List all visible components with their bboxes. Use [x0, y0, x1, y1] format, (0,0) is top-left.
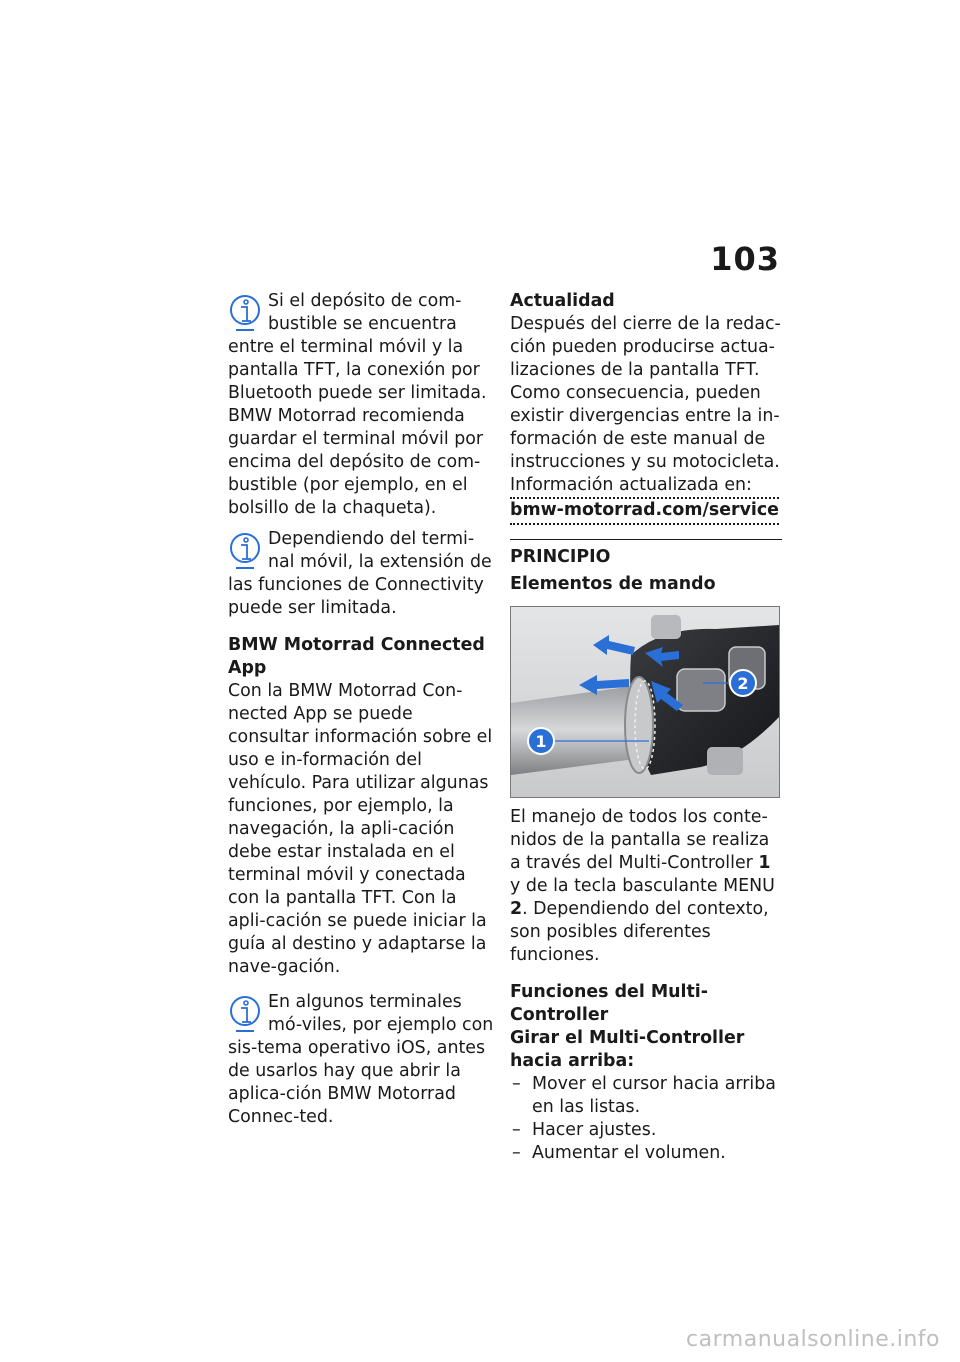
service-link[interactable]: bmw-motorrad.com/service	[510, 497, 779, 525]
controls-paragraph	[510, 806, 782, 967]
functions-heading: Funciones del Multi-Controller	[510, 982, 708, 1025]
info-note	[228, 290, 494, 520]
info-icon	[228, 530, 262, 570]
controls-text: El manejo de todos los conte-nidos de la pantalla se realiza a través del Multi-Controller	[510, 807, 770, 873]
functions-list	[510, 1073, 782, 1165]
info-note	[228, 528, 494, 620]
list-item: – Mover el cursor hacia arriba en las listas.	[510, 1073, 782, 1119]
connected-app-paragraph: Con la BMW Motorrad Con-nected App se puede consultar información sobre el uso e in-formación del vehículo. Para utilizar algunas funciones, por ejemplo, la navegación, la apli-cación debe estar instalada en el terminal móvil y conectada con la pantalla TFT. Con la apli-cación se puede iniciar la guía al destino y adaptarse la nave-gación.	[228, 681, 493, 977]
rotate-heading: Girar el Multi-Controller hacia arriba:	[510, 1028, 745, 1071]
actualidad-heading: Actualidad	[510, 291, 615, 311]
handlebar-controls-figure	[510, 606, 780, 798]
ref-2: 2	[510, 899, 523, 919]
controls-subtitle: Elementos de mando	[510, 574, 716, 594]
info-icon	[228, 993, 262, 1033]
actualidad-paragraph: Después del cierre de la redac-ción pueden producirse actua-lizaciones de la pantalla TFT. Como consecuencia, pueden existir divergencias entre la in-formación de este manual de instrucciones y su motocicleta.	[510, 314, 781, 472]
note-text: En algunos terminales mó-viles, por ejemplo con sis-tema operativo iOS, antes de usarlos hay que abrir la aplica-ción BMW Motorrad Connec-ted.	[228, 992, 494, 1127]
info-note	[228, 991, 494, 1129]
section-title: PRINCIPIO	[510, 539, 782, 569]
right-column	[510, 290, 782, 1165]
info-label: Información actualizada en:	[510, 475, 752, 495]
watermark: carmanualsonline.info	[686, 1327, 940, 1352]
controls-text: y de la tecla basculante MENU	[510, 876, 775, 896]
figure-label: 1	[535, 732, 547, 751]
ref-1: 1	[758, 853, 771, 873]
info-icon	[228, 292, 262, 332]
left-column	[228, 290, 494, 1137]
list-item: – Hacer ajustes.	[510, 1119, 782, 1142]
list-item: – Aumentar el volumen.	[510, 1142, 782, 1165]
note-text: Si el depósito de com-bustible se encuentra entre el terminal móvil y la pantalla TFT, la conexión por Bluetooth puede ser limitada. BMW Motorrad recomienda guardar el terminal móvil por encima del depósito de com-bustible (por ejemplo, en el bolsillo de la chaqueta).	[228, 291, 487, 518]
page-number: 103	[710, 240, 780, 278]
figure-label: 2	[737, 674, 749, 693]
note-text: Dependiendo del termi-nal móvil, la extensión de las funciones de Connectivity puede ser limitada.	[228, 529, 492, 618]
controls-text: . Dependiendo del contexto, son posibles diferentes funciones.	[510, 899, 769, 965]
connected-app-heading: BMW Motorrad Connected App	[228, 635, 485, 678]
